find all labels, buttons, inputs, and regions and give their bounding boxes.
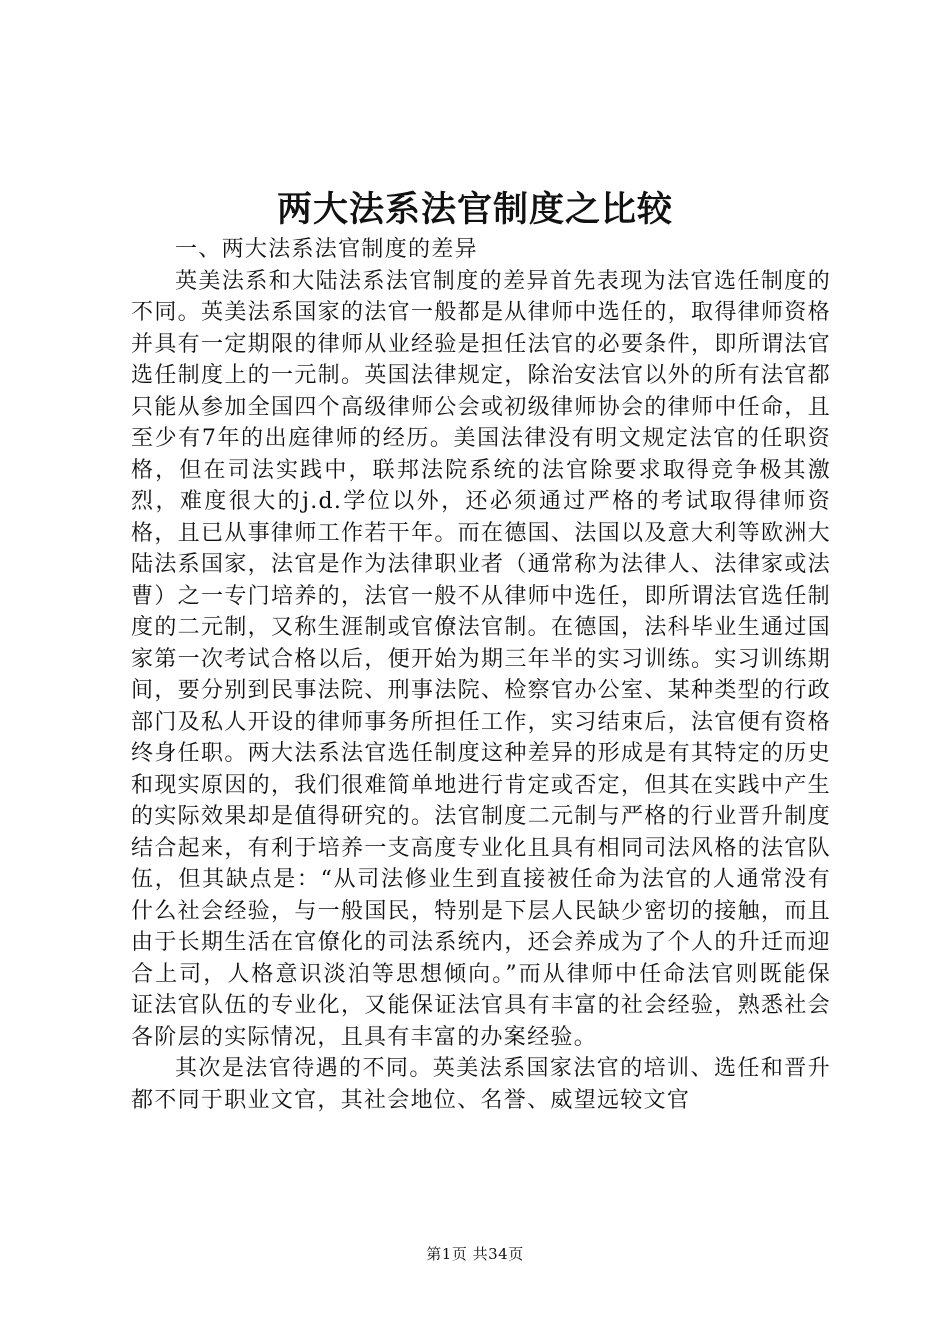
section-heading: 一、两大法系法官制度的差异	[175, 237, 478, 262]
body-paragraph: 英美法系和大陆法系法官制度的差异首先表现为法官选任制度的不同。英美法系国家的法官一般都是从律师中选任的，取得律师资格并具有一定期限的律师从业经验是担任法官的必要条件，即所谓法官选任制度上的一元制。英国法律规定，除治安法官以外的所有法官都只能从参加全国四个高级律师公会或初级律师协会的律师中任命，且至少有7年的出庭律师的经历。美国法律没有明文规定法官的任职资格，但在司法实践中，联邦法院系统的法官除要求取得竞争极其激烈，难度很大的j.d.学位以外，还必须通过严格的考试取得律师资格，且已从事律师工作若干年。而在德国、法国以及意大利等欧洲大陆法系国家，法官是作为法律职业者（通常称为法律人、法律家或法曹）之一专门培养的，法官一般不从律师中选任，即所谓法官选任制度的二元制，又称生涯制或官僚法官制。在德国，法科毕业生通过国家第一次考试合格以后，便开始为期三年半的实习训练。实习训练期间，要分别到民事法院、刑事法院、检察官办公室、某种类型的行政部门及私人开设的律师事务所担任工作，实习结束后，法官便有资格终身任职。两大法系法官选任制度这种差异的形成是有其特定的历史和现实原因的，我们很难简单地进行肯定或否定，但其在实践中产生的实际效果却是值得研究的。法官制度二元制与严格的行业晋升制度结合起来，有利于培养一支高度专业化且具有相同司法风格的法官队伍，但其缺点是：“从司法修业生到直接被任命为法官的人通常没有什么社会经验，与一般国民，特别是下层人民缺少密切的接触，而且由于长期生活在官僚化的司法系统内，还会养成为了个人的升迁而迎合上司，人格意识淡泊等思想倾向。”而从律师中任命法官则既能保证法官队伍的专业化，又能保证法官具有丰富的社会经验，熟悉社会各阶层的实际情况，且具有丰富的办案经验。	[131, 268, 831, 1050]
document-body	[131, 234, 831, 1116]
document-title: 两大法系法官制度之比较	[276, 189, 673, 230]
body-paragraph: 其次是法官待遇的不同。英美法系国家法官的培训、选任和晋升都不同于职业文官，其社会地位、名誉、威望远较文官	[131, 1056, 831, 1113]
page-number-footer: 第1页 共34页	[426, 1245, 524, 1263]
